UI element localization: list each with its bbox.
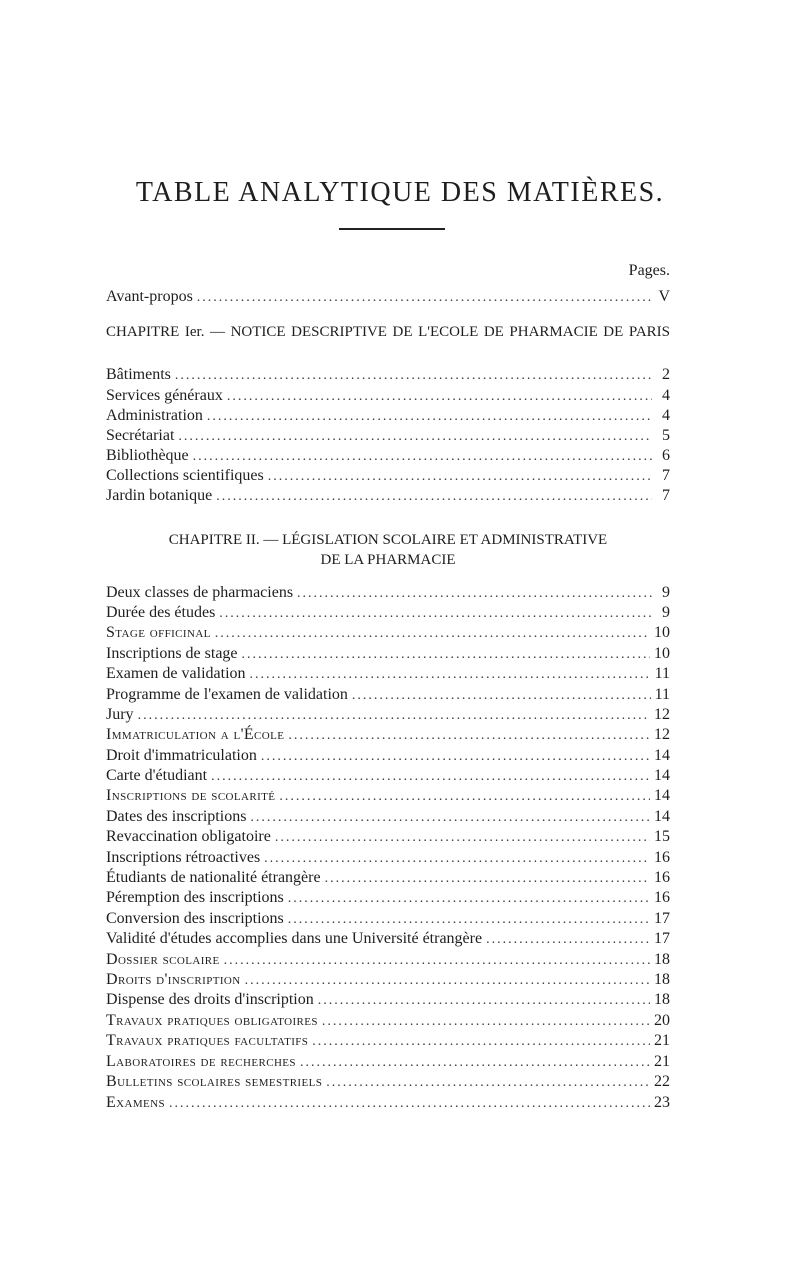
toc-entry-page: 7 xyxy=(662,487,670,504)
chapter-2-heading-line1: CHAPITRE II. — LÉGISLATION SCOLAIRE ET ADMINISTRATIVE xyxy=(168,532,608,548)
toc-entry-label: Immatriculation a l'École xyxy=(106,726,285,743)
toc-entry-page: 14 xyxy=(654,808,670,825)
toc-entry-label: Deux classes de pharmaciens xyxy=(106,584,294,601)
toc-entry-label: Revaccination obligatoire xyxy=(106,828,271,845)
toc-entry-label: Jardin botanique xyxy=(106,487,213,504)
toc-entry xyxy=(106,446,670,466)
toc-entry xyxy=(106,868,670,888)
dot-leader xyxy=(279,787,650,807)
toc-entry xyxy=(106,583,670,603)
dot-leader xyxy=(227,387,652,407)
dot-leader xyxy=(312,1032,650,1052)
toc-entry xyxy=(106,1093,670,1113)
toc-entry-page: 2 xyxy=(662,366,670,383)
toc-entry-page: 18 xyxy=(654,991,670,1008)
toc-entry xyxy=(106,888,670,908)
toc-entry-label: Validité d'études accomplies dans une Université étrangère xyxy=(106,930,483,947)
toc-entry-page: 16 xyxy=(654,869,670,886)
dot-leader xyxy=(325,869,650,889)
toc-entry-label: Inscriptions de stage xyxy=(106,645,238,662)
toc-entry-page: 17 xyxy=(654,910,670,927)
toc-entry xyxy=(106,1052,670,1072)
toc-entry-page: 4 xyxy=(662,407,670,424)
dot-leader xyxy=(219,604,652,624)
dot-leader xyxy=(197,288,652,308)
toc-entry xyxy=(106,929,670,949)
dot-leader xyxy=(138,706,650,726)
toc-entry-label: Inscriptions de scolarité xyxy=(106,787,276,804)
toc-entry xyxy=(106,603,670,623)
dot-leader xyxy=(318,991,650,1011)
toc-entry-label: Droits d'inscription xyxy=(106,971,241,988)
toc-entry-label: Avant-propos xyxy=(106,288,193,305)
toc-entry-page: 12 xyxy=(654,726,670,743)
toc-entry-label: Dossier scolaire xyxy=(106,951,220,968)
toc-entry-page: 12 xyxy=(654,706,670,723)
dot-leader xyxy=(178,427,652,447)
toc-entry-page: 15 xyxy=(654,828,670,845)
dot-leader xyxy=(175,366,652,386)
toc-entry xyxy=(106,746,670,766)
toc-entry-label: Droit d'immatriculation xyxy=(106,747,257,764)
dot-leader xyxy=(486,930,650,950)
toc-entry-page: 10 xyxy=(654,645,670,662)
toc-entry-label: Travaux pratiques facultatifs xyxy=(106,1032,309,1049)
toc-entry xyxy=(106,486,670,506)
toc-entry-page: 14 xyxy=(654,747,670,764)
toc-entry-page: 23 xyxy=(654,1094,670,1111)
toc-entry-page: 11 xyxy=(654,686,670,703)
toc-entry-page: 6 xyxy=(662,447,670,464)
toc-entry xyxy=(106,1072,670,1092)
toc-entry xyxy=(106,386,670,406)
dot-leader xyxy=(250,808,650,828)
toc-entry xyxy=(106,406,670,426)
toc-entry-page: V xyxy=(658,288,670,305)
toc-entry-label: Stage officinal xyxy=(106,624,211,641)
dot-leader xyxy=(268,467,652,487)
toc-entry xyxy=(106,623,670,643)
toc-entry-page: 17 xyxy=(654,930,670,947)
toc-entry xyxy=(106,1011,670,1031)
toc-entry xyxy=(106,990,670,1010)
dot-leader xyxy=(297,584,652,604)
toc-entry xyxy=(106,664,670,684)
toc-entry-page: 18 xyxy=(654,971,670,988)
toc-entry-page: 9 xyxy=(662,584,670,601)
dot-leader xyxy=(242,645,650,665)
toc-entry xyxy=(106,725,670,745)
dot-leader xyxy=(250,665,651,685)
toc-entry xyxy=(106,786,670,806)
toc-entry-label: Laboratoires de recherches xyxy=(106,1053,296,1070)
toc-entry-label: Programme de l'examen de validation xyxy=(106,686,348,703)
toc-entry-page: 20 xyxy=(654,1012,670,1029)
toc-entry-label: Étudiants de nationalité étrangère xyxy=(106,869,321,886)
toc-entry xyxy=(106,766,670,786)
toc-entry-label: Durée des études xyxy=(106,604,216,621)
toc-entry-label: Collections scientifiques xyxy=(106,467,264,484)
toc-entry-label: Administration xyxy=(106,407,203,424)
toc-entry-page: 14 xyxy=(654,787,670,804)
toc-entry xyxy=(106,426,670,446)
toc-entry-label: Secrétariat xyxy=(106,427,175,444)
chapter-1-heading: CHAPITRE Ier. — NOTICE DESCRIPTIVE DE L'ECOLE DE PHARMACIE DE PARIS xyxy=(106,324,670,340)
dot-leader xyxy=(275,828,650,848)
toc-entry xyxy=(106,685,670,705)
toc-entry-label: Inscriptions rétroactives xyxy=(106,849,261,866)
chapter-2-heading-line2: DE LA PHARMACIE xyxy=(320,552,456,568)
toc-entry xyxy=(106,848,670,868)
toc-entry xyxy=(106,909,670,929)
page-title: TABLE ANALYTIQUE DES MATIÈRES. xyxy=(135,176,665,208)
toc-entry-label: Examen de validation xyxy=(106,665,246,682)
toc-entry-label: Bâtiments xyxy=(106,366,171,383)
chapter-2-heading xyxy=(0,530,776,570)
toc-entry-label: Dispense des droits d'inscription xyxy=(106,991,314,1008)
toc-entry-page: 5 xyxy=(662,427,670,444)
title-divider xyxy=(339,228,445,230)
toc-entry-page: 21 xyxy=(654,1053,670,1070)
toc-entry-label: Bibliothèque xyxy=(106,447,189,464)
toc-entry xyxy=(106,827,670,847)
toc-entry-label: Péremption des inscriptions xyxy=(106,889,284,906)
dot-leader xyxy=(193,447,652,467)
toc-entry xyxy=(106,365,670,385)
toc-entry-label: Jury xyxy=(106,706,134,723)
toc-entry xyxy=(106,1031,670,1051)
toc-entry-page: 14 xyxy=(654,767,670,784)
toc-entry-page: 16 xyxy=(654,849,670,866)
dot-leader xyxy=(245,971,650,991)
toc-entry-page: 22 xyxy=(654,1073,670,1090)
dot-leader xyxy=(224,951,650,971)
toc-entry-page: 18 xyxy=(654,951,670,968)
toc-entry-label: Services généraux xyxy=(106,387,223,404)
dot-leader xyxy=(352,686,651,706)
dot-leader xyxy=(288,889,650,909)
toc-entry xyxy=(106,644,670,664)
dot-leader xyxy=(288,726,650,746)
toc-entry-label: Bulletins scolaires semestriels xyxy=(106,1073,323,1090)
dot-leader xyxy=(288,910,650,930)
dot-leader xyxy=(261,747,650,767)
toc-entry xyxy=(106,466,670,486)
toc-entry-preface xyxy=(106,287,670,307)
toc-entry xyxy=(106,807,670,827)
toc-entry-label: Travaux pratiques obligatoires xyxy=(106,1012,318,1029)
toc-entry-page: 16 xyxy=(654,889,670,906)
toc-entry xyxy=(106,950,670,970)
dot-leader xyxy=(326,1073,650,1093)
toc-entry-label: Conversion des inscriptions xyxy=(106,910,284,927)
toc-entry-label: Examens xyxy=(106,1094,166,1111)
toc-entry-page: 4 xyxy=(662,387,670,404)
toc-entry-page: 10 xyxy=(654,624,670,641)
dot-leader xyxy=(207,407,652,427)
dot-leader xyxy=(216,487,652,507)
toc-entry xyxy=(106,705,670,725)
toc-entry-page: 9 xyxy=(662,604,670,621)
dot-leader xyxy=(215,624,650,644)
dot-leader xyxy=(322,1012,650,1032)
toc-entry-page: 21 xyxy=(654,1032,670,1049)
toc-entry-label: Carte d'étudiant xyxy=(106,767,208,784)
dot-leader xyxy=(169,1094,650,1114)
dot-leader xyxy=(264,849,650,869)
dot-leader xyxy=(211,767,650,787)
pages-column-label: Pages. xyxy=(628,262,670,279)
dot-leader xyxy=(300,1053,650,1073)
toc-entry xyxy=(106,970,670,990)
toc-entry-label: Dates des inscriptions xyxy=(106,808,247,825)
toc-entry-page: 7 xyxy=(662,467,670,484)
toc-entry-page: 11 xyxy=(654,665,670,682)
